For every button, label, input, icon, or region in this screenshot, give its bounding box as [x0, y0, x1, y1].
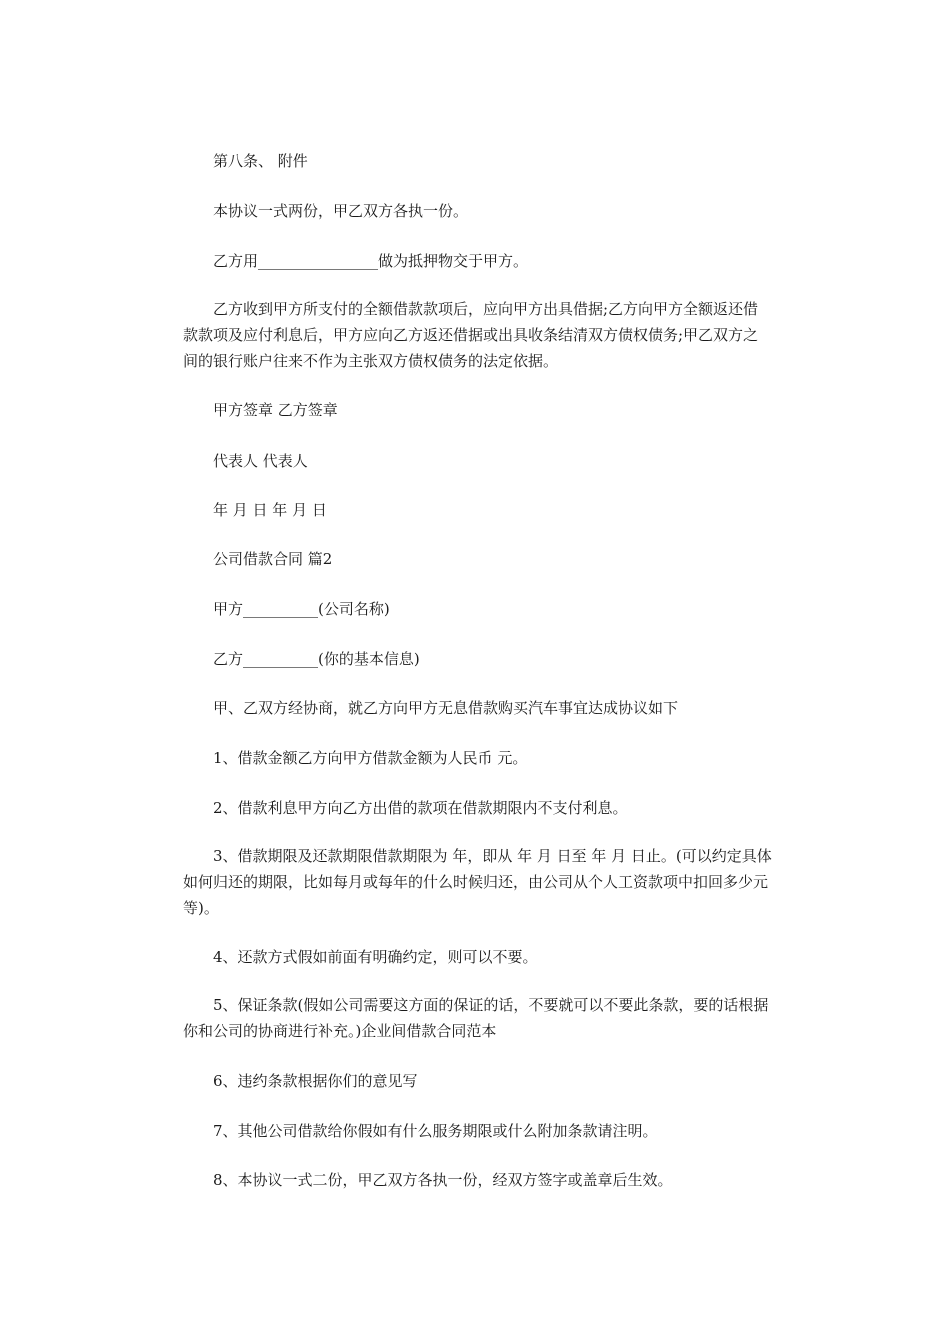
signature-line: 甲方签章 乙方签章 [213, 401, 338, 419]
clause-8: 8、本协议一式二份，甲乙双方各执一份，经双方签字或盖章后生效。 [213, 1171, 673, 1189]
copies-clause: 本协议一式两份，甲乙双方各执一份。 [213, 202, 469, 220]
receipt-clause: 乙方收到甲方所支付的全额借款款项后，应向甲方出具借据;乙方向甲方全额返还借款款项及应付利息后，甲方应向乙方返还借据或出具收条结清双方债权债务;甲乙双方之间的银行账户往来不作为主张双方债权债务的法定依据。 [183, 300, 759, 370]
clause-3: 3、借款期限及还款期限借款期限为 年，即从 年 月 日至 年 月 日止。(可以约定具体如何归还的期限，比如每月或每年的什么时候归还，由公司从个人工资款项中扣回多少元等)。 [183, 847, 772, 917]
clause-4: 4、还款方式假如前面有明确约定，则可以不要。 [213, 948, 538, 966]
article-eight-heading: 第八条、 附件 [213, 152, 308, 170]
clause-6: 6、违约条款根据你们的意见写 [213, 1072, 418, 1090]
date-line: 年 月 日 年 月 日 [213, 501, 327, 519]
representative-line: 代表人 代表人 [213, 452, 308, 470]
clause-2: 2、借款利息甲方向乙方出借的款项在借款期限内不支付利息。 [213, 799, 628, 817]
collateral-clause: 乙方用________________做为抵押物交于甲方。 [213, 252, 529, 270]
clause-7: 7、其他公司借款给你假如有什么服务期限或什么附加条款请注明。 [213, 1122, 658, 1140]
agreement-intro: 甲、乙双方经协商，就乙方向甲方无息借款购买汽车事宜达成协议如下 [213, 699, 679, 717]
contract-title: 公司借款合同 篇2 [213, 550, 333, 568]
party-b-line: 乙方__________(你的基本信息) [213, 650, 420, 668]
clause-1: 1、借款金额乙方向甲方借款金额为人民币 元。 [213, 749, 528, 767]
party-a-line: 甲方__________(公司名称) [213, 600, 390, 618]
clause-5: 5、保证条款(假如公司需要这方面的保证的话，不要就可以不要此条款，要的话根据你和公司的协商进行补充。)企业间借款合同范本 [183, 996, 769, 1040]
